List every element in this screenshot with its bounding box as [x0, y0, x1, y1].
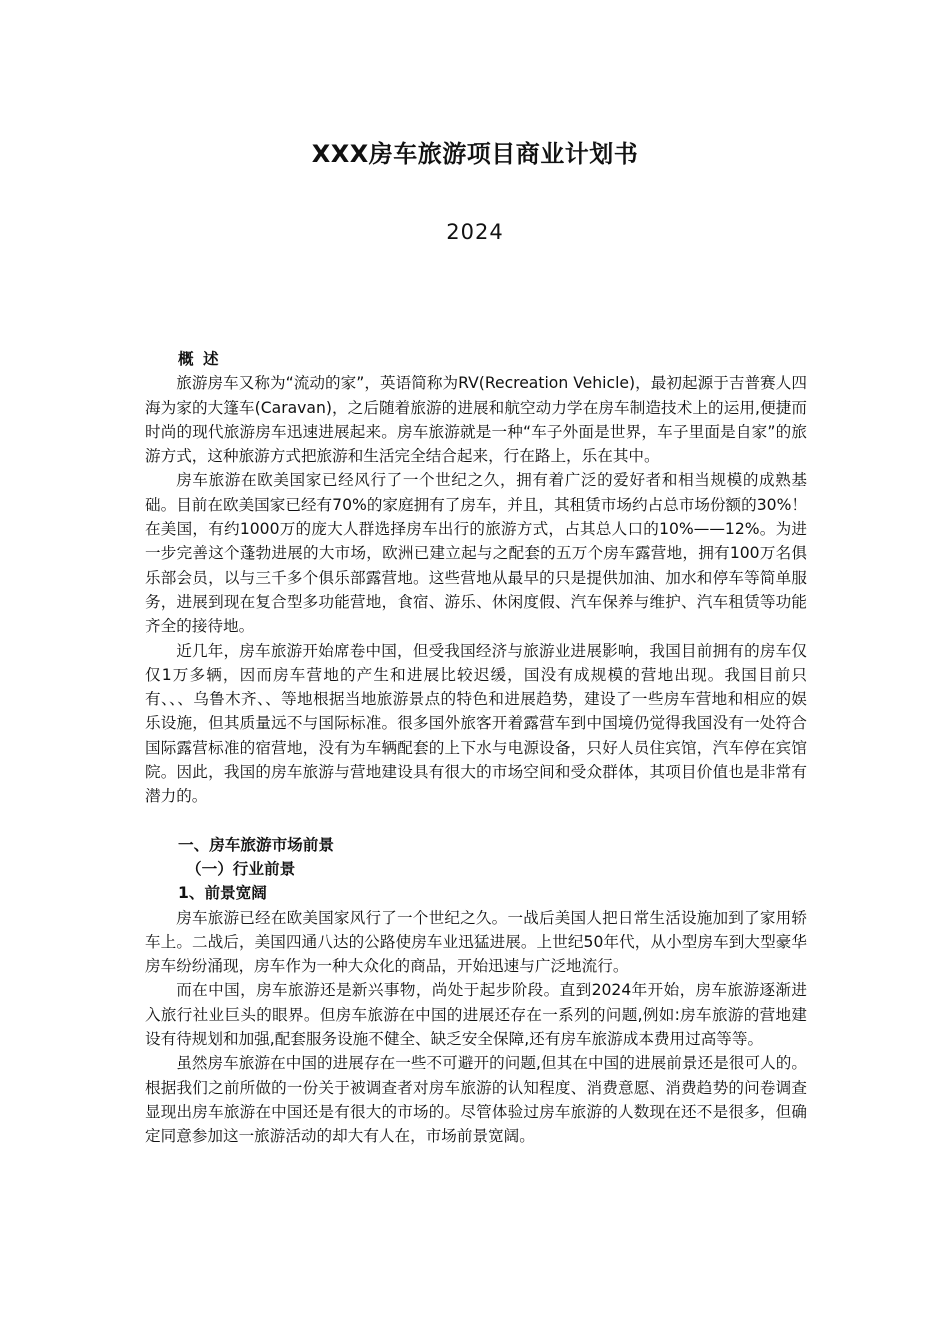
section-paragraph-2: 而在中国，房车旅游还是新兴事物，尚处于起步阶段。直到2024年开始，房车旅游逐渐进入旅行社业巨头的眼界。但房车旅游在中国的进展还存在一系列的问题,例如:房车旅游的营地建设有待规划和加强,配套服务设施不健全、缺乏安全保障,还有房车旅游成本费用过高等等。: [145, 981, 807, 1049]
overview-paragraph-2: 房车旅游在欧美国家已经风行了一个世纪之久，拥有着广泛的爱好者和相当规模的成熟基础。目前在欧美国家已经有70%的家庭拥有了房车，并且，其租赁市场约占总市场份额的30%！在美国，有约1000万的庞大人群选择房车出行的旅游方式，占其总人口的10%——12%。为进一步完善这个蓬勃进展的大市场，欧洲已建立起与之配套的五万个房车露营地，拥有100万名俱乐部会员，以与三千多个俱乐部露营地。这些营地从最早的只是提供加油、加水和停车等简单服务，进展到现在复合型多功能营地，食宿、游乐、休闲度假、汽车保养与维护、汽车租赁等功能齐全的接待地。: [145, 471, 807, 636]
document-title: XXX房车旅游项目商业计划书: [311, 140, 639, 168]
section-heading: 一、房车旅游市场前景: [178, 835, 334, 854]
overview-heading: 概 述: [178, 350, 221, 368]
section-spacer: [145, 809, 807, 833]
overview-paragraph-1: 旅游房车又称为“流动的家”，英语简称为RV(Recreation Vehicle)，最初起源于吉普赛人四海为家的大篷车(Caravan)，之后随着旅游的进展和航空动力学在房车制造技术上的运用,便捷而时尚的现代旅游房车迅速进展起来。房车旅游就是一种“车子外面是世界，车子里面是自家”的旅游方式，这种旅游方式把旅游和生活完全结合起来，行在路上，乐在其中。: [145, 374, 807, 466]
section-paragraph-1: 房车旅游已经在欧美国家风行了一个世纪之久。一战后美国人把日常生活设施加到了家用轿车上。二战后，美国四通八达的公路使房车业迅猛进展。上世纪50年代，从小型房车到大型豪华房车纷纷涌现，房车作为一种大众化的商品，开始迅速与广泛地流行。: [145, 908, 807, 976]
subsection-heading: （一）行业前景: [186, 859, 296, 878]
section-paragraph-3: 虽然房车旅游在中国的进展存在一些不可避开的问题,但其在中国的进展前景还是很可人的。根据我们之前所做的一份关于被调查者对房车旅游的认知程度、消费意愿、消费趋势的问卷调查显现出房车旅游在中国还是有很大的市场的。尽管体验过房车旅游的人数现在还不是很多，但确定同意参加这一旅游活动的却大有人在，市场前景宽阔。: [145, 1054, 807, 1146]
document-body: [145, 347, 807, 1149]
document-year: 2024: [446, 220, 504, 244]
subsubsection-heading: 1、前景宽阔: [178, 884, 267, 903]
overview-paragraph-3: 近几年，房车旅游开始席卷中国，但受我国经济与旅游业进展影响，我国目前拥有的房车仅仅1万多辆，因而房车营地的产生和进展比较迟缓，国没有成规模的营地出现。我国目前只有、、、乌鲁木齐、、等地根据当地旅游景点的特色和进展趋势，建设了一些房车营地和相应的娱乐设施，但其质量远不与国际标准。很多国外旅客开着露营车到中国境仍觉得我国没有一处符合国际露营标准的宿营地，没有为车辆配套的上下水与电源设备，只好人员住宾馆，汽车停在宾馆院。因此，我国的房车旅游与营地建设具有很大的市场空间和受众群体，其项目价值也是非常有潜力的。: [145, 641, 807, 806]
